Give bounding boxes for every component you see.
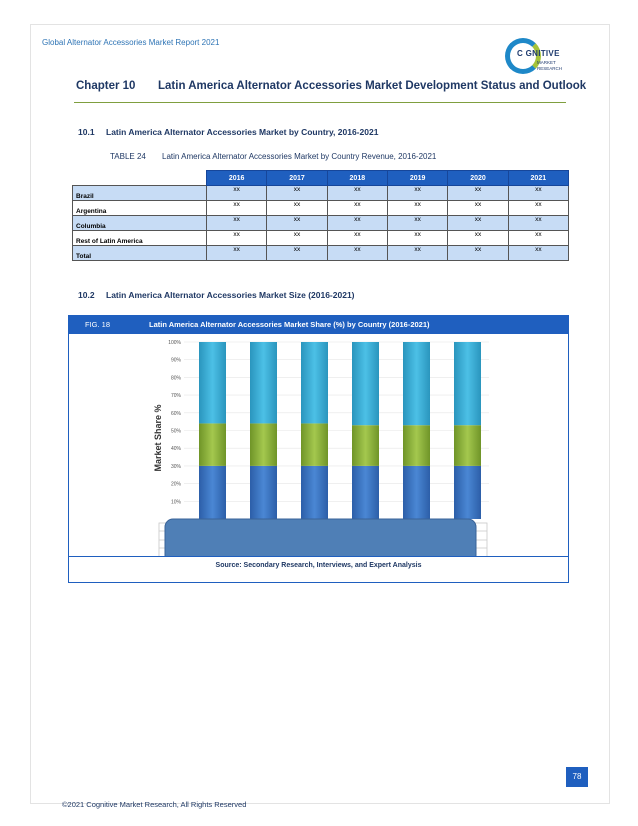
row-label: Argentina xyxy=(73,201,207,216)
table-cell: xx xyxy=(508,216,568,231)
section-title: Latin America Alternator Accessories Market Size (2016-2021) xyxy=(106,290,355,300)
bar-segment-series-3 xyxy=(199,342,226,423)
bar-segment-series-2 xyxy=(454,425,481,466)
bar-segment-series-2 xyxy=(199,423,226,465)
table-cell: xx xyxy=(387,201,447,216)
table-cell: xx xyxy=(508,231,568,246)
bar-segment-series-1 xyxy=(352,466,379,519)
table-row xyxy=(73,231,569,246)
section-heading-10-2 xyxy=(78,290,355,300)
table-cell: xx xyxy=(508,246,568,261)
bar-segment-series-3 xyxy=(403,342,430,425)
table-caption xyxy=(110,152,437,161)
row-label: Rest of Latin America xyxy=(73,231,207,246)
table-cell: xx xyxy=(207,201,267,216)
table-header-row xyxy=(73,171,569,186)
table-cell: xx xyxy=(267,246,327,261)
table-cell: xx xyxy=(267,186,327,201)
table-cell: xx xyxy=(207,231,267,246)
figure-box xyxy=(68,315,569,583)
y-tick-label: 60% xyxy=(170,410,181,417)
bar-segment-series-2 xyxy=(403,425,430,466)
y-tick-label: 40% xyxy=(170,446,181,453)
chapter-divider xyxy=(74,102,566,103)
bar-segment-series-1 xyxy=(250,466,277,519)
figure-header xyxy=(69,316,568,334)
table-cell: xx xyxy=(448,246,508,261)
bar-segment-series-3 xyxy=(454,342,481,425)
table-row xyxy=(73,186,569,201)
bar-segment-series-3 xyxy=(250,342,277,423)
legend-overlay-block xyxy=(165,519,476,556)
column-header: 2016 xyxy=(207,171,267,186)
table-cell: xx xyxy=(508,186,568,201)
table-cell: xx xyxy=(207,246,267,261)
table-cell: xx xyxy=(387,186,447,201)
y-axis-label: Market Share % xyxy=(153,404,163,472)
column-header: 2020 xyxy=(448,171,508,186)
table-cell: xx xyxy=(327,216,387,231)
chapter-number: Chapter 10 xyxy=(76,80,136,92)
column-header: 2021 xyxy=(508,171,568,186)
y-tick-label: 10% xyxy=(170,499,181,506)
report-title: Global Alternator Accessories Market Report 2021 xyxy=(42,38,220,47)
table-cell: xx xyxy=(448,186,508,201)
table-cell: xx xyxy=(327,186,387,201)
y-tick-label: 30% xyxy=(170,463,181,470)
table-cell: xx xyxy=(508,201,568,216)
chapter-title: Latin America Alternator Accessories Market Development Status and Outlook xyxy=(158,80,587,92)
table-cell: xx xyxy=(387,216,447,231)
chart-gridlines xyxy=(184,342,489,501)
table-row xyxy=(73,216,569,231)
bar-segment-series-2 xyxy=(250,423,277,465)
market-share-chart xyxy=(69,334,568,556)
section-title: Latin America Alternator Accessories Market by Country, 2016-2021 xyxy=(106,127,379,137)
logo-sub-market: MARKET xyxy=(537,60,556,65)
figure-source: Source: Secondary Research, Interviews, and Expert Analysis xyxy=(215,562,422,569)
y-tick-label: 100% xyxy=(168,340,181,346)
row-label: Total xyxy=(73,246,207,261)
bar-segment-series-1 xyxy=(301,466,328,519)
column-header: 2019 xyxy=(387,171,447,186)
table-row-total xyxy=(73,246,569,261)
table-cell: xx xyxy=(387,246,447,261)
column-header: 2017 xyxy=(267,171,327,186)
logo-name: C GNITIVE xyxy=(517,49,560,58)
figure-divider xyxy=(69,556,568,557)
table-cell: xx xyxy=(387,231,447,246)
section-number: 10.1 xyxy=(78,127,95,137)
y-tick-label: 70% xyxy=(170,393,181,400)
y-tick-label: 20% xyxy=(170,481,181,488)
table-title: Latin America Alternator Accessories Market by Country Revenue, 2016-2021 xyxy=(162,152,437,161)
table-cell: xx xyxy=(267,231,327,246)
y-tick-label: 50% xyxy=(170,428,181,435)
bar-segment-series-1 xyxy=(199,466,226,519)
section-number: 10.2 xyxy=(78,290,95,300)
bar-segment-series-3 xyxy=(352,342,379,425)
table-cell: xx xyxy=(267,201,327,216)
bar-segment-series-1 xyxy=(403,466,430,519)
row-label: Columbia xyxy=(73,216,207,231)
figure-title: Latin America Alternator Accessories Market Share (%) by Country (2016-2021) xyxy=(149,320,430,329)
table-cell: xx xyxy=(327,201,387,216)
section-heading-10-1 xyxy=(78,127,379,137)
table-cell: xx xyxy=(327,231,387,246)
bar-segment-series-3 xyxy=(301,342,328,423)
table-row xyxy=(73,201,569,216)
bar-segment-series-2 xyxy=(301,423,328,465)
table-cell: xx xyxy=(207,186,267,201)
table-cell: xx xyxy=(327,246,387,261)
footer-copyright: ©2021 Cognitive Market Research, All Rights Reserved xyxy=(62,800,247,809)
page-number: 78 xyxy=(566,767,588,787)
table-label: TABLE 24 xyxy=(110,152,146,161)
table-cell: xx xyxy=(448,216,508,231)
table-cell: xx xyxy=(448,231,508,246)
logo-sub-research: RESEARCH xyxy=(537,66,563,71)
y-tick-label: 80% xyxy=(170,375,181,382)
chapter-heading xyxy=(76,80,587,92)
table-cell: xx xyxy=(267,216,327,231)
table-cell: xx xyxy=(448,201,508,216)
y-tick-label: 90% xyxy=(170,357,181,364)
revenue-table xyxy=(72,170,569,261)
figure-label: FIG. 18 xyxy=(85,320,111,329)
table-cell: xx xyxy=(207,216,267,231)
column-header: 2018 xyxy=(327,171,387,186)
bar-segment-series-2 xyxy=(352,425,379,466)
table-corner-cell xyxy=(73,171,207,186)
bar-segment-series-1 xyxy=(454,466,481,519)
row-label: Brazil xyxy=(73,186,207,201)
y-axis-ticks xyxy=(168,340,181,505)
company-logo xyxy=(505,38,571,76)
